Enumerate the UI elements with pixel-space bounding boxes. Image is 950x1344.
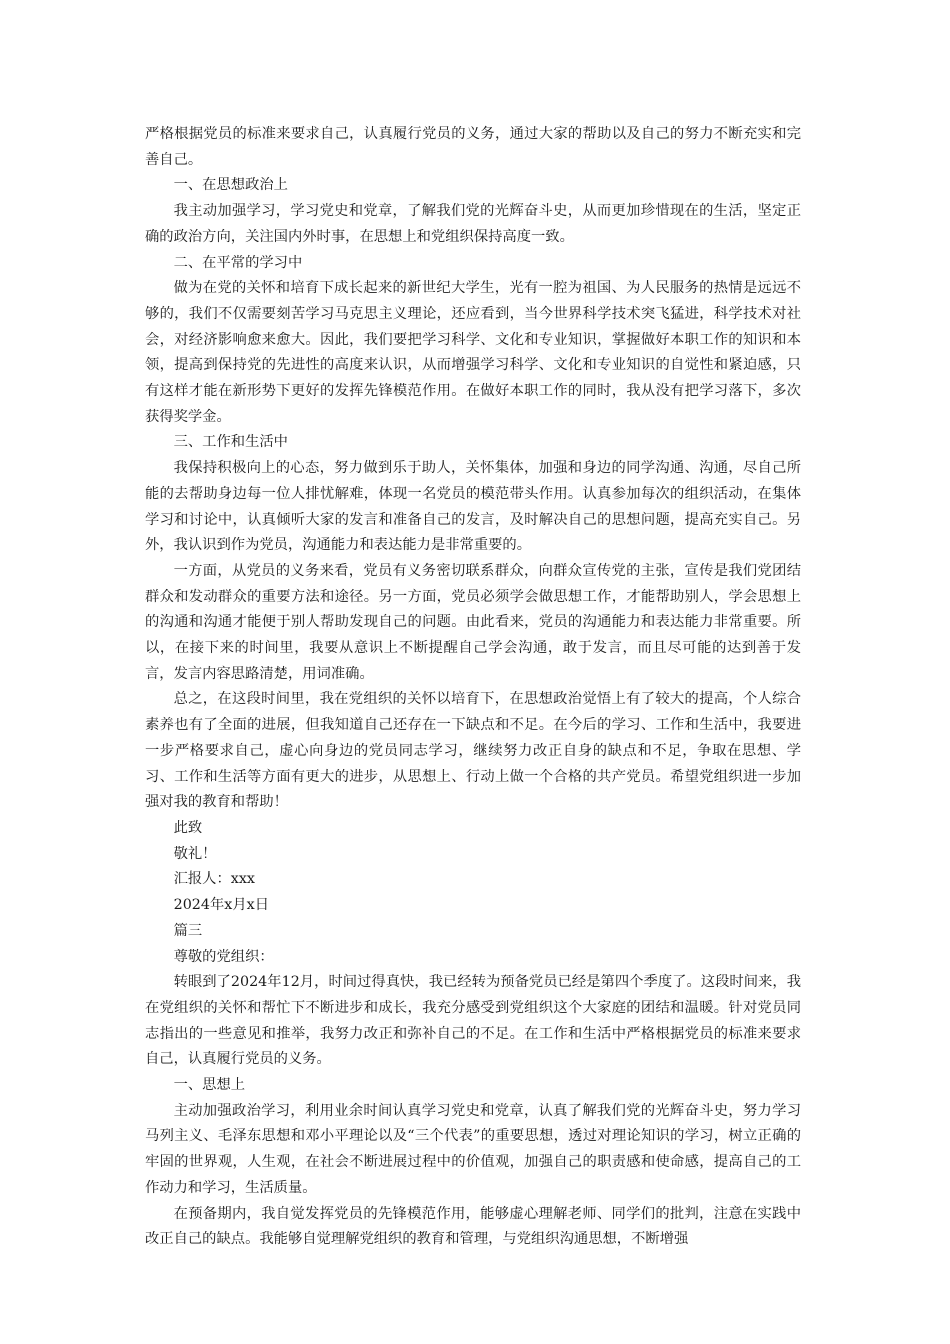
paragraph: 转眼到了2024年12月，时间过得真快，我已经转为预备党员已经是第四个季度了。这段时间来，我在党组织的关怀和帮忙下不断进步和成长，我充分感受到党组织这个大家庭的团结和温暖。针对党员同志指出的一些意见和推举，我努力改正和弥补自己的不足。在工作和生活中严格根据党员的标准来要求自己，认真履行党员的义务。 — [145, 974, 801, 1068]
section-heading: 一、在思想政治上 — [173, 177, 288, 194]
section-heading: 三、工作和生活中 — [173, 434, 288, 451]
article-heading: 篇三 — [173, 922, 203, 939]
closing-salutation: 敬礼！ — [173, 845, 217, 862]
paragraph: 主动加强政治学习，利用业余时间认真学习党史和党章，认真了解我们党的光辉奋斗史，努力学习马列主义、毛泽东思想和邓小平理论以及“三个代表”的重要思想，透过对理论知识的学习，树立正确的牢固的世界观，人生观，在社会不断进展过程中的价值观，加强自己的职责感和使命感，提高自己的工作动力和学习，生活质量。 — [145, 1102, 801, 1196]
closing-salutation: 此致 — [173, 819, 203, 836]
greeting: 尊敬的党组织： — [173, 948, 274, 965]
paragraph: 一方面，从党员的义务来看，党员有义务密切联系群众，向群众宣传党的主张，宣传是我们党团结群众和发动群众的重要方法和途径。另一方面，党员必须学会做思想工作，才能帮助别人，学会思想上的沟通和沟通才能便于别人帮助发现自己的问题。由此看来，党员的沟通能力和表达能力非常重要。所以，在接下来的时间里，我要从意识上不断提醒自己学会沟通，敢于发言，而且尽可能的达到善于发言，发言内容思路清楚，用词准确。 — [145, 562, 801, 682]
section-heading: 一、思想上 — [173, 1077, 246, 1094]
section-heading: 二、在平常的学习中 — [173, 254, 303, 271]
paragraph: 在预备期内，我自觉发挥党员的先锋模范作用，能够虚心理解老师、同学们的批判，注意在实践中改正自己的缺点。我能够自觉理解党组织的教育和管理，与党组织沟通思想，不断增强 — [145, 1205, 801, 1248]
paragraph: 严格根据党员的标准来要求自己，认真履行党员的义务，通过大家的帮助以及自己的努力不断充实和完善自己。 — [145, 126, 801, 168]
paragraph: 总之，在这段时间里，我在党组织的关怀以培育下，在思想政治觉悟上有了较大的提高，个人综合素养也有了全面的进展，但我知道自己还存在一下缺点和不足。在今后的学习、工作和生活中，我要进一步严格要求自己，虚心向身边的党员同志学习，继续努力改正自身的缺点和不足，争取在思想、学习、工作和生活等方面有更大的进步，从思想上、行动上做一个合格的共产党员。希望党组织进一步加强对我的教育和帮助！ — [145, 691, 801, 811]
paragraph: 我主动加强学习，学习党史和党章，了解我们党的光辉奋斗史，从而更加珍惜现在的生活，坚定正确的政治方向，关注国内外时事，在思想上和党组织保持高度一致。 — [145, 203, 801, 245]
signature-line: 汇报人：xxx — [173, 871, 255, 888]
paragraph: 我保持积极向上的心态，努力做到乐于助人，关怀集体，加强和身边的同学沟通、沟通，尽自己所能的去帮助身边每一位人排忧解难，体现一名党员的模范带头作用。认真参加每次的组织活动，在集体学习和讨论中，认真倾听大家的发言和准备自己的发言，及时解决自己的思想问题，提高充实自己。另外，我认识到作为党员，沟通能力和表达能力是非常重要的。 — [145, 460, 801, 554]
date-line: 2024年x月x日 — [173, 897, 269, 914]
paragraph: 做为在党的关怀和培育下成长起来的新世纪大学生，光有一腔为祖国、为人民服务的热情是远远不够的，我们不仅需要刻苦学习马克思主义理论，还应看到，当今世界科学技术突飞猛进，科学技术对社会，对经济影响愈来愈大。因此，我们要把学习科学、文化和专业知识，掌握做好本职工作的知识和本领，提高到保持党的先进性的高度来认识，从而增强学习科学、文化和专业知识的自觉性和紧迫感，只有这样才能在新形势下更好的发挥先锋模范作用。在做好本职工作的同时，我从没有把学习落下，多次获得奖学金。 — [145, 280, 801, 425]
document-body — [145, 122, 801, 1253]
